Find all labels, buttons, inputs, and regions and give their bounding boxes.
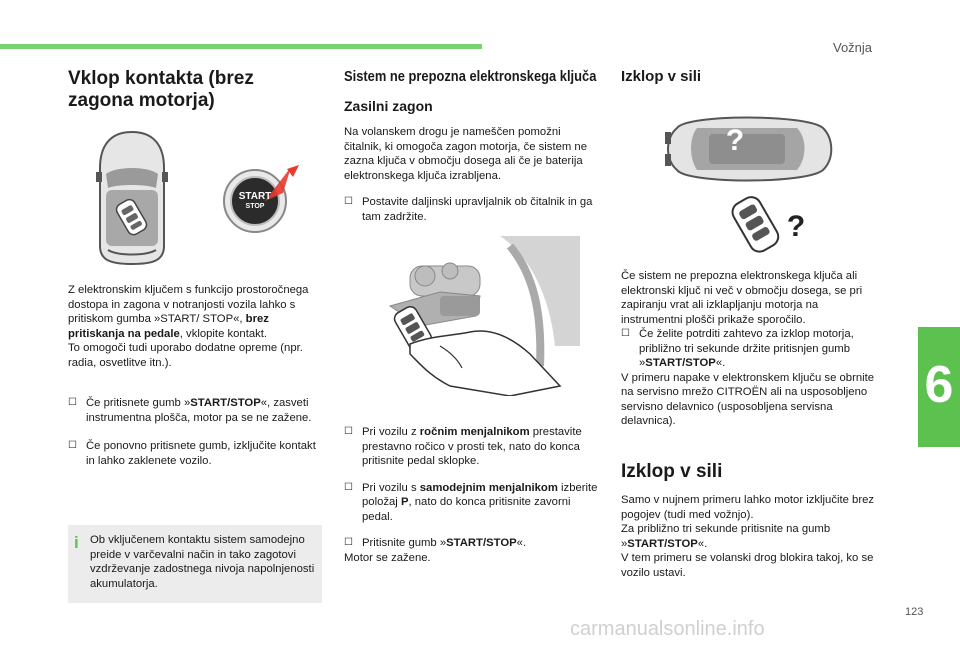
forced-stop-text-1: Samo v nujnem primeru lahko motor izključite brez pogojev (tudi med vožnjo). (621, 494, 875, 521)
forced-stop-text-3: V tem primeru se volanski drog blokira takoj, ko se vozilo ustavi. (621, 552, 874, 579)
checkbox-bullet-icon: ☐ (68, 397, 77, 408)
bullet-manual-gearbox: ☐ Pri vozilu z ročnim menjalnikom prestavite prestavno ročico v prosti tek, nato do konca pritisnite pedal sklopke. (344, 426, 582, 467)
column-emergency-stop (621, 68, 879, 86)
checkbox-bullet-icon: ☐ (68, 440, 77, 451)
chapter-number: 6 (924, 356, 954, 414)
emergency-stop-text (621, 269, 879, 429)
forced-stop-text-2: Za približno tri sekunde pritisnite na gumb »START/STOP«. (621, 523, 831, 550)
ignition-intro: Z elektronskim ključem s funkcijo prostoročnega dostopa in zagona v notranjosti vozila lahko s pritiskom gumba »START/ STOP«, brez pritiskanja na pedale, vklopite kontakt. (68, 284, 309, 340)
stop-label: STOP (245, 203, 265, 210)
section-color-bar (0, 44, 482, 49)
bullet-place-key: ☐ Postavite daljinski upravljalnik ob čitalnik in ga tam zadržite. (344, 196, 593, 223)
heading-forced-stop: Izklop v sili (621, 461, 723, 482)
bullet-press-again: ☐ Če ponovno pritisnete gumb, izključite kontakt in lahko zaklenete vozilo. (68, 440, 316, 467)
key-question-mark-icon: ? (786, 210, 806, 243)
emergency-start-text: Na volanskem drogu je nameščen pomožni čitalnik, ki omogoča zagon motorja, če sistem ne zazna ključa v območju dosega ali če je baterija elektronskega ključa izrabljena. (344, 126, 587, 182)
start-stop-button-illustration (217, 163, 301, 235)
bullet-confirm-stop: ☐ Če želite potrditi zahtevo za izklop motorja, približno tri sekunde držite pritisnjen gumb »START/STOP«. (621, 328, 854, 369)
bullet-automatic-gearbox: ☐ Pri vozilu s samodejnim menjalnikom izberite položaj P, nato do konca pritisnite zavorni pedal. (344, 481, 598, 523)
ignition-intro-2: To omogoči tudi uporabo dodatne opreme (npr. radia, osvetlitve itn.). (68, 342, 303, 369)
checkbox-bullet-icon: ☐ (344, 537, 353, 548)
subheading-emergency-start: Zasilni zagon (344, 98, 433, 114)
heading-emergency-stop: Izklop v sili (621, 68, 702, 85)
steering-column-reader-illustration (380, 236, 580, 396)
checkbox-bullet-icon: ☐ (344, 426, 353, 437)
key-fob-unknown-illustration (724, 194, 814, 256)
key-fault-text: V primeru napake v elektronskem ključu se obrnite na servisno mrežo CITROËN ali na usposobljeno servisno delavnico (usposobljena servisna delavnica). (621, 371, 875, 427)
start-label: START (238, 191, 272, 202)
engine-starts-text: Motor se zažene. (344, 551, 431, 564)
bullet-press-start: ☐ Če pritisnete gumb »START/STOP«, zasveti instrumentna plošča, motor pa se ne zažene. (68, 397, 312, 424)
info-icon: i (74, 533, 79, 552)
info-text: Ob vključenem kontaktu sistem samodejno preide v varčevalni način in tako zagotovi vzdrževanje zadostnega nivoja napolnjenosti akumulatorja. (90, 534, 315, 590)
ignition-text (68, 283, 326, 468)
column-ignition (68, 68, 326, 112)
heading-ignition: Vklop kontakta (brez zagona motorja) (68, 68, 254, 111)
checkbox-bullet-icon: ☐ (344, 196, 353, 207)
page-number: 123 (905, 606, 924, 618)
checkbox-bullet-icon: ☐ (344, 481, 353, 493)
section-title: Vožnja (833, 40, 873, 55)
car-key-inside-illustration (92, 128, 172, 268)
watermark: carmanualsonline.info (570, 618, 765, 640)
checkbox-bullet-icon: ☐ (621, 328, 630, 339)
forced-stop-section (621, 461, 879, 580)
emergency-start-steps (344, 425, 600, 565)
heading-key-not-recognised: Sistem ne prepozna elektronskega ključa (344, 68, 597, 85)
chapter-tab[interactable] (918, 327, 960, 447)
car-unknown-key-illustration (657, 108, 839, 188)
question-mark-icon: ? (725, 124, 745, 157)
info-box (68, 525, 322, 603)
column-key-not-recognised (344, 68, 600, 224)
bullet-press-start-stop: ☐ Pritisnite gumb »START/STOP«. (344, 537, 527, 549)
key-not-recognised-text: Če sistem ne prepozna elektronskega ključa ali elektronski ključ ni več v območju dosega, se pri zapiranju vrat ali izklapljanju motorja na instrumentni plošči prikaže sporočilo. (621, 270, 863, 326)
